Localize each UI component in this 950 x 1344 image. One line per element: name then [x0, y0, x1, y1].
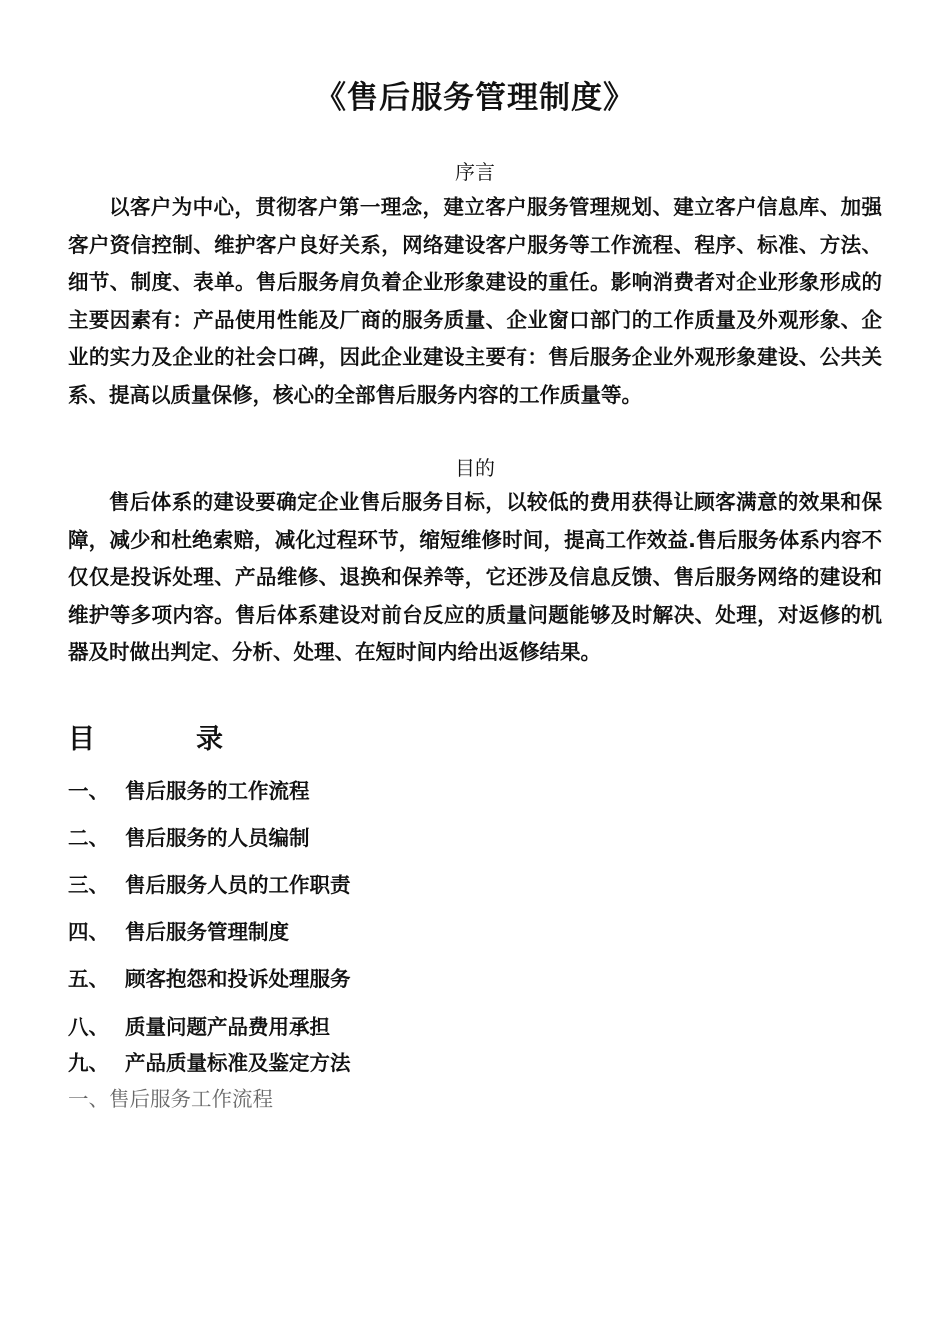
document-title: 《售后服务管理制度》 — [315, 80, 635, 116]
toc-item — [68, 871, 351, 899]
toc-item-label: 质量问题产品费用承担 — [125, 1015, 330, 1039]
toc-item-number: 四、 — [68, 920, 109, 944]
toc-item-label: 售后服务管理制度 — [125, 920, 289, 944]
toc-item — [68, 918, 289, 946]
toc-item-label: 售后服务的工作流程 — [125, 779, 310, 803]
toc-item-label: 顾客抱怨和投诉处理服务 — [125, 967, 351, 991]
toc-item-number: 五、 — [68, 967, 109, 991]
toc-item — [68, 777, 310, 805]
preface-heading: 序言 — [455, 160, 495, 184]
toc-title-part1: 目 — [68, 724, 95, 755]
preface-paragraph: 以客户为中心，贯彻客户第一理念，建立客户服务管理规划、建立客户信息库、加强客户资信控制、维护客户良好关系，网络建设客户服务等工作流程、程序、标准、方法、细节、制度、表单。售后服务肩负着企业形象建设的重任。影响消费者对企业形象形成的主要因素有：产品使用性能及厂商的服务质量、企业窗口部门的工作质量及外观形象、企业的实力及企业的社会口碑，因此企业建设主要有：售后服务企业外观形象建设、公共关系、提高以质量保修，核心的全部售后服务内容的工作质量等。 — [68, 195, 882, 407]
toc-item — [68, 965, 351, 993]
toc-item-label: 产品质量标准及鉴定方法 — [125, 1051, 351, 1075]
toc-title-part2: 录 — [196, 724, 223, 755]
toc-item — [68, 824, 310, 852]
toc-item — [68, 1049, 351, 1077]
toc-item-number: 二、 — [68, 826, 109, 850]
toc-item-number: 一、 — [68, 779, 109, 803]
toc-item-number: 八、 — [68, 1015, 109, 1039]
section-heading: 一、售后服务工作流程 — [68, 1087, 273, 1111]
toc-item-number: 三、 — [68, 873, 109, 897]
toc-item-number: 九、 — [68, 1051, 109, 1075]
toc-item-label: 售后服务人员的工作职责 — [125, 873, 351, 897]
toc-title — [68, 720, 223, 760]
purpose-heading: 目的 — [455, 456, 495, 480]
purpose-paragraph: 售后体系的建设要确定企业售后服务目标，以较低的费用获得让顾客满意的效果和保障，减少和杜绝索赔，减化过程环节，缩短维修时间，提高工作效益.售后服务体系内容不仅仅是投诉处理、产品维修、退换和保养等，它还涉及信息反馈、售后服务网络的建设和维护等多项内容。售后体系建设对前台反应的质量问题能够及时解决、处理，对返修的机器及时做出判定、分析、处理、在短时间内给出返修结果。 — [68, 490, 882, 665]
toc-item — [68, 1013, 330, 1041]
toc-item-label: 售后服务的人员编制 — [125, 826, 310, 850]
